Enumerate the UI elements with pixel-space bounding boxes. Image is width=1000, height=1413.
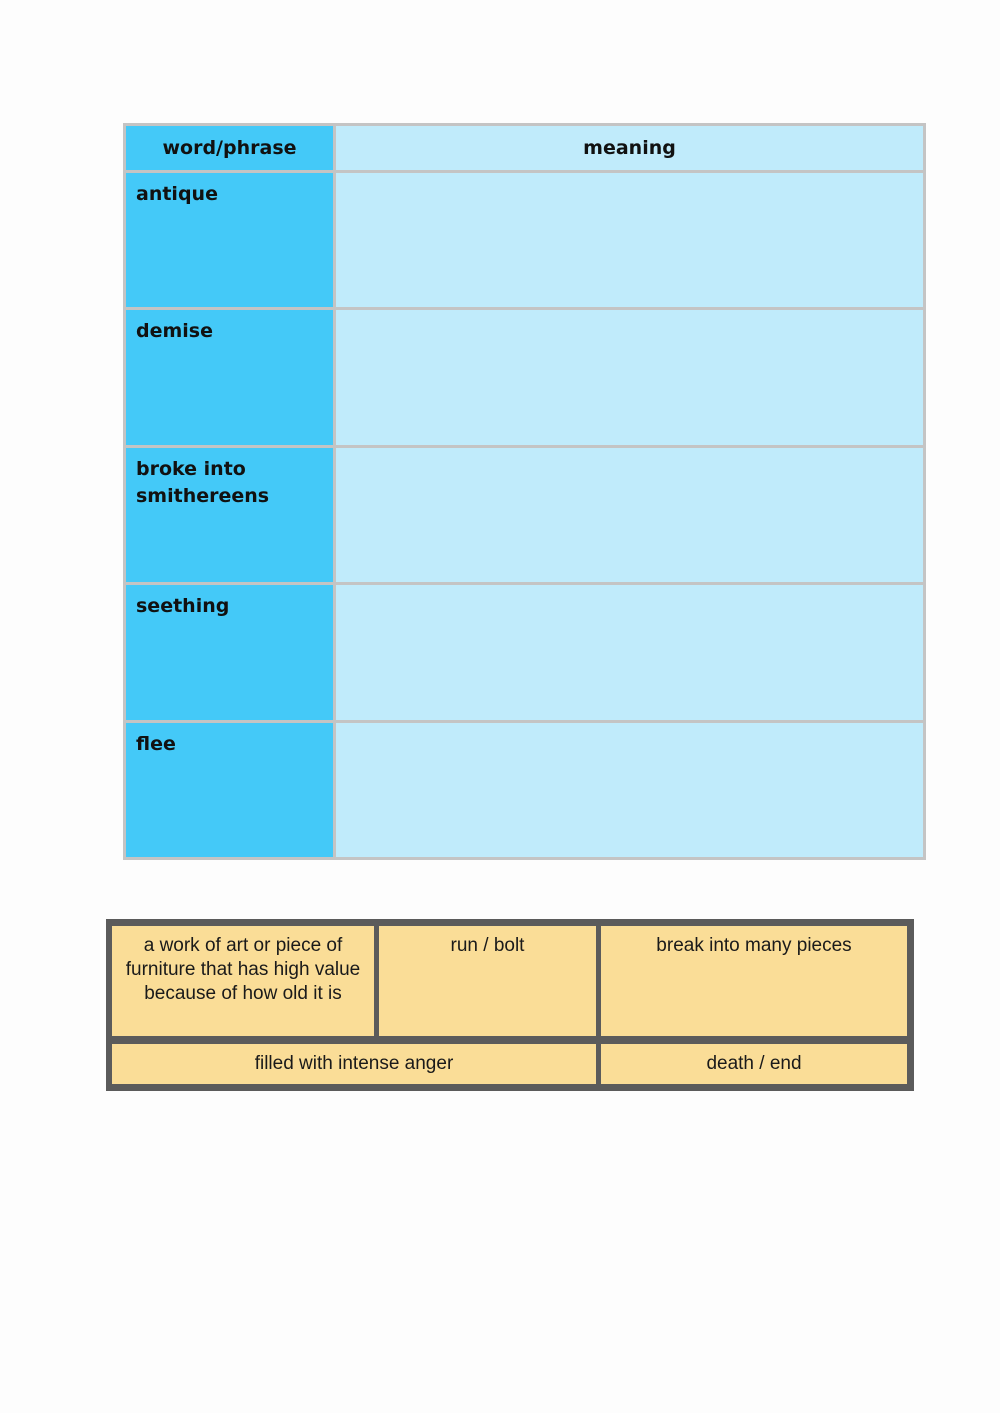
word-label: seething [136,595,230,618]
table-header-row [125,125,925,172]
word-label: antique [136,183,218,206]
meaning-drop-zone[interactable] [335,721,925,858]
answer-card[interactable]: a work of art or piece of furniture that has high value because of how old it is [112,926,374,1036]
answer-card[interactable]: break into many pieces [601,926,907,1036]
answer-card[interactable]: filled with intense anger [112,1044,596,1084]
word-label: broke into smithereens [136,457,270,507]
meaning-drop-zone[interactable] [335,446,925,583]
word-cell [125,446,335,583]
answer-bank [106,919,914,1091]
word-cell [125,309,335,446]
meaning-drop-zone[interactable] [335,584,925,721]
table-row [125,309,925,446]
table-row [125,721,925,858]
header-word-phrase: word/phrase [125,125,335,172]
meaning-drop-zone[interactable] [335,172,925,309]
table-row [125,446,925,583]
answer-card[interactable]: death / end [601,1044,907,1084]
word-label: demise [136,320,213,343]
table-row [125,172,925,309]
answer-card[interactable]: run / bolt [379,926,596,1036]
word-cell [125,172,335,309]
word-cell [125,721,335,858]
header-meaning: meaning [335,125,925,172]
table-row [125,584,925,721]
word-label: flee [136,732,176,755]
meaning-drop-zone[interactable] [335,309,925,446]
word-cell [125,584,335,721]
vocabulary-table [123,123,926,860]
